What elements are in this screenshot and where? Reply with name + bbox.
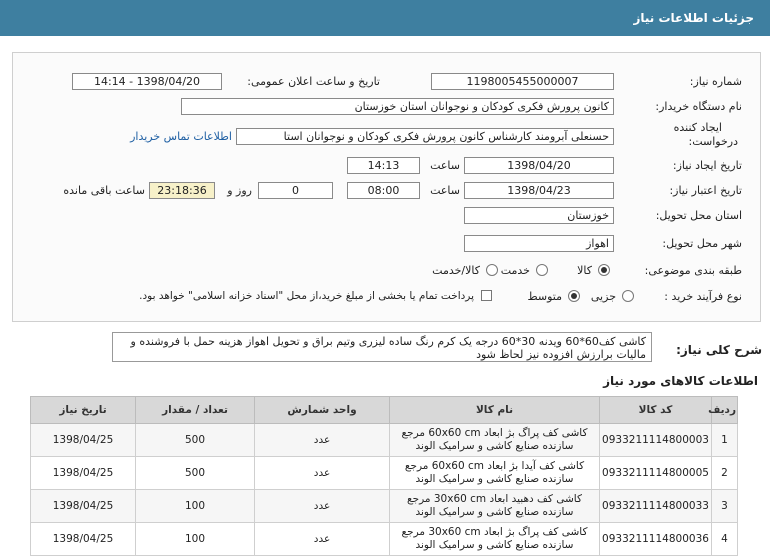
create-date-label: تاریخ ایجاد نیاز:	[672, 159, 742, 172]
items-table-header	[31, 397, 738, 424]
creator-field: حسنعلی آبرومند کارشناس کانون پرورش فکری کودکان و نوجوانان استا	[236, 128, 614, 145]
cell-row: 1	[712, 424, 738, 457]
creator-label-1: ایجاد کننده	[673, 121, 722, 134]
cell-name: کاشی کف پراگ بژ ابعاد 60x60 cm مرجع سازنده صنایع کاشی و سرامیک الوند	[390, 424, 600, 457]
buyer-label: نام دستگاه خریدار:	[655, 100, 742, 113]
creator-label-2: درخواست:	[688, 135, 738, 148]
cell-qty: 100	[136, 523, 255, 556]
description-label: شرح کلی نیاز:	[676, 343, 762, 357]
cell-qty: 500	[136, 424, 255, 457]
col-code-header: کد کالا	[600, 397, 712, 424]
cell-code: 0933211114800033	[600, 490, 712, 523]
city-label: شهر محل تحویل:	[662, 237, 742, 250]
category-service-label: خدمت	[500, 264, 530, 277]
treasury-payment-checkbox[interactable]	[481, 290, 492, 301]
cell-date: 1398/04/25	[31, 523, 136, 556]
description-field: کاشی کف60*60 ویدنه 30*60 درجه یک کرم رنگ ساده لیزری وتیم براق و تحویل اهواز هزینه حمل با فروشنده و مالیات برارزش افزوده نیز لحاظ شود	[112, 332, 652, 362]
cell-date: 1398/04/25	[31, 424, 136, 457]
col-unit-header: واحد شمارش	[255, 397, 390, 424]
category-goods-service-radio[interactable]	[486, 264, 498, 276]
table-row	[31, 523, 738, 556]
remaining-time-field: 23:18:36	[149, 182, 215, 199]
items-table	[30, 396, 738, 556]
buyer-field: کانون پرورش فکری کودکان و نوجوانان استان خوزستان	[181, 98, 614, 115]
category-goods-radio[interactable]	[598, 264, 610, 276]
city-field: اهواز	[464, 235, 614, 252]
col-row-header: ردیف	[712, 397, 738, 424]
cell-name: کاشی کف دهبید ابعاد 30x60 cm مرجع سازنده صنایع کاشی و سرامیک الوند	[390, 490, 600, 523]
process-minor-label: جزیی	[590, 290, 616, 303]
cell-unit: عدد	[255, 457, 390, 490]
buyer-contact-link[interactable]: اطلاعات تماس خریدار	[130, 130, 232, 143]
cell-code: 0933211114800005	[600, 457, 712, 490]
col-name-header: نام کالا	[390, 397, 600, 424]
cell-code: 0933211114800003	[600, 424, 712, 457]
page-title: جزئیات اطلاعات نیاز	[633, 11, 754, 25]
cell-date: 1398/04/25	[31, 457, 136, 490]
table-row	[31, 490, 738, 523]
days-label: روز و	[227, 184, 252, 197]
cell-qty: 500	[136, 457, 255, 490]
category-service-radio[interactable]	[536, 264, 548, 276]
table-row	[31, 457, 738, 490]
need-number-field: 1198005455000007	[431, 73, 614, 90]
validity-label: تاریخ اعتبار نیاز:	[669, 184, 742, 197]
col-qty-header: تعداد / مقدار	[136, 397, 255, 424]
create-time-label: ساعت	[430, 159, 460, 172]
cell-row: 3	[712, 490, 738, 523]
category-goods-label: کالا	[577, 264, 592, 277]
need-details-panel	[12, 52, 761, 322]
cell-code: 0933211114800036	[600, 523, 712, 556]
process-minor-radio[interactable]	[622, 290, 634, 302]
remaining-label: ساعت باقی مانده	[63, 184, 145, 197]
need-number-label: شماره نیاز:	[689, 75, 742, 88]
validity-date-field: 1398/04/23	[464, 182, 614, 199]
category-goods-service-label: کالا/خدمت	[432, 264, 480, 277]
cell-unit: عدد	[255, 424, 390, 457]
province-label: استان محل تحویل:	[655, 209, 742, 222]
page-header	[0, 0, 770, 36]
col-date-header: تاریخ نیاز	[31, 397, 136, 424]
create-date-field: 1398/04/20	[464, 157, 614, 174]
cell-name: کاشی کف پراگ بژ ابعاد 30x60 cm مرجع سازنده صنایع کاشی و سرامیک الوند	[390, 523, 600, 556]
cell-name: کاشی کف آیدا بژ ابعاد 60x60 cm مرجع سازنده صنایع کاشی و سرامیک الوند	[390, 457, 600, 490]
category-label: طبقه بندی موضوعی:	[644, 264, 742, 277]
process-medium-radio[interactable]	[568, 290, 580, 302]
validity-time-field: 08:00	[347, 182, 420, 199]
table-row	[31, 424, 738, 457]
validity-time-label: ساعت	[430, 184, 460, 197]
process-label: نوع فرآیند خرید :	[664, 290, 742, 303]
announce-field: 1398/04/20 - 14:14	[72, 73, 222, 90]
process-medium-label: متوسط	[527, 290, 562, 303]
cell-qty: 100	[136, 490, 255, 523]
announce-label: تاریخ و ساعت اعلان عمومی:	[247, 75, 380, 88]
days-field: 0	[258, 182, 333, 199]
items-section-title: اطلاعات کالاهای مورد نیاز	[603, 374, 758, 388]
cell-unit: عدد	[255, 523, 390, 556]
cell-date: 1398/04/25	[31, 490, 136, 523]
treasury-payment-note: پرداخت تمام یا بخشی از مبلغ خرید،از محل "اسناد خزانه اسلامی" خواهد بود.	[139, 290, 474, 302]
cell-row: 2	[712, 457, 738, 490]
cell-row: 4	[712, 523, 738, 556]
cell-unit: عدد	[255, 490, 390, 523]
province-field: خوزستان	[464, 207, 614, 224]
create-time-field: 14:13	[347, 157, 420, 174]
